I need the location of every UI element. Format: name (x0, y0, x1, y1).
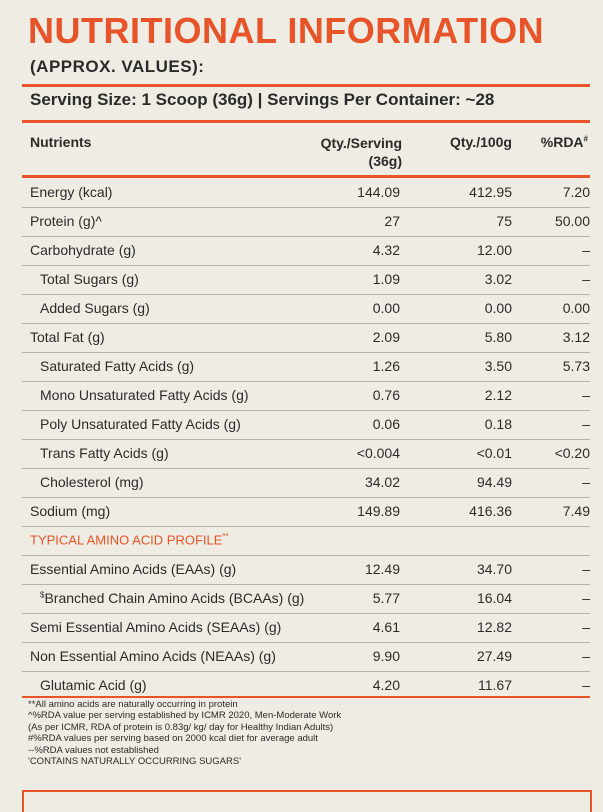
nutrient-name-text: Branched Chain Amino Acids (BCAAs) (g) (44, 590, 305, 606)
header-qty-100g: Qty./100g (450, 134, 512, 150)
qty-serving-cell: 4.61 (372, 619, 400, 635)
header-qty-serving-line1: Qty./Serving (320, 135, 402, 151)
table-row (22, 178, 590, 208)
nutrient-name-text: Mono Unsaturated Fatty Acids (g) (40, 387, 249, 403)
nutrient-name-text: Non Essential Amino Acids (NEAAs) (g) (30, 648, 276, 664)
divider (22, 696, 590, 698)
table-row (22, 323, 590, 353)
qty-serving-cell: 144.09 (357, 184, 400, 200)
qty-100g-cell: 5.80 (484, 329, 512, 345)
nutrient-name-text: Trans Fatty Acids (g) (40, 445, 169, 461)
qty-serving-cell: 1.26 (372, 358, 400, 374)
qty-100g-cell: 11.67 (478, 677, 512, 693)
nutrient-name (30, 242, 136, 258)
rda-cell: – (582, 271, 590, 287)
nutrient-name (30, 213, 102, 229)
nutrient-name-text: Cholesterol (mg) (40, 474, 144, 490)
rda-cell: 3.12 (562, 329, 590, 345)
nutrient-name (40, 416, 241, 432)
bottom-panel (22, 790, 592, 812)
qty-100g-cell: 12.00 (476, 242, 512, 258)
rda-cell: – (582, 387, 590, 403)
footnote: (As per ICMR, RDA of protein is 0.83g/ kg/ day for Healthy Indian Adults) (28, 721, 334, 733)
qty-100g-cell: 3.50 (484, 358, 512, 374)
nutrient-name-prefix: $ (40, 590, 45, 600)
rda-cell: 7.49 (562, 503, 590, 519)
nutrient-name (30, 329, 105, 345)
nutrient-name (40, 677, 147, 693)
qty-serving-cell: <0.004 (356, 445, 400, 461)
qty-100g-cell: 12.82 (476, 619, 512, 635)
footnotes (28, 699, 588, 767)
rda-cell: – (582, 590, 590, 606)
qty-serving-cell: 149.89 (357, 503, 400, 519)
qty-serving-cell: 9.90 (372, 648, 400, 664)
nutrient-name (30, 619, 281, 635)
qty-100g-cell: 0.18 (484, 416, 512, 432)
divider (22, 120, 590, 123)
rda-cell: – (582, 416, 590, 432)
footnote: **All amino acids are naturally occurring in protein (28, 699, 238, 710)
footnote: #%RDA values per serving based on 2000 kcal diet for average adult (28, 733, 318, 745)
nutrient-name-text: Saturated Fatty Acids (g) (40, 358, 195, 374)
qty-serving-cell: 34.02 (364, 474, 400, 490)
table-row (22, 410, 590, 440)
nutrient-name-text: Sodium (mg) (30, 503, 111, 519)
header-qty-serving (300, 134, 402, 170)
footnote: --%RDA values not established (28, 744, 159, 756)
qty-100g-cell: 75 (496, 213, 512, 229)
nutrient-name-text: Essential Amino Acids (EAAs) (g) (30, 561, 237, 577)
table-row (22, 613, 590, 643)
header-nutrients: Nutrients (30, 134, 92, 150)
nutrient-name-text: Total Fat (g) (30, 329, 105, 345)
footnote: 'CONTAINS NATURALLY OCCURRING SUGARS' (28, 756, 242, 768)
nutrient-name-text: Total Sugars (g) (40, 271, 139, 287)
header-rda-label: %RDA (540, 134, 584, 150)
table-row (22, 294, 590, 324)
qty-100g-cell: 16.04 (476, 590, 512, 606)
divider (22, 84, 590, 87)
qty-100g-cell: 0.00 (484, 300, 512, 316)
header-rda (520, 134, 588, 150)
qty-100g-cell: 412.95 (469, 184, 512, 200)
nutrient-name (30, 561, 236, 577)
qty-100g-cell: 2.12 (484, 387, 512, 403)
table-row (22, 468, 590, 498)
rda-cell: – (582, 561, 590, 577)
nutrient-name-text: Energy (kcal) (30, 184, 113, 200)
qty-serving-cell: 2.09 (372, 329, 400, 345)
serving-info: Serving Size: 1 Scoop (36g) | Servings Per Container: ~28 (30, 90, 495, 109)
rda-cell: – (582, 474, 590, 490)
qty-100g-cell: 94.49 (476, 474, 512, 490)
rda-cell: 50.00 (554, 213, 590, 229)
table-row (22, 555, 590, 585)
qty-100g-cell: 27.49 (476, 648, 512, 664)
header-qty-serving-line2: (36g) (368, 153, 402, 169)
rda-cell: 5.73 (562, 358, 590, 374)
qty-100g-cell: 34.70 (476, 561, 512, 577)
nutrient-name-text: TYPICAL AMINO ACID PROFILE (30, 532, 223, 548)
nutrient-name (40, 445, 169, 461)
page-title: NUTRITIONAL INFORMATION (28, 10, 545, 51)
nutrient-name (40, 590, 304, 606)
header-rda-sup: # (583, 134, 588, 144)
rda-cell: 0.00 (562, 300, 590, 316)
nutrient-name (30, 648, 276, 664)
table-row (22, 439, 590, 469)
nutrient-name-text: Poly Unsaturated Fatty Acids (g) (40, 416, 241, 432)
qty-serving-cell: 0.00 (372, 300, 400, 316)
rda-cell: <0.20 (554, 445, 590, 461)
table-row (22, 352, 590, 382)
nutrient-name (40, 474, 143, 490)
qty-100g-cell: <0.01 (476, 445, 512, 461)
nutrient-name (40, 300, 150, 316)
table-row (22, 207, 590, 237)
nutrient-name (40, 271, 139, 287)
nutrient-name (30, 503, 110, 519)
nutrient-name-text: Carbohydrate (g) (30, 242, 136, 258)
nutrient-name-text: Glutamic Acid (g) (40, 677, 147, 693)
qty-serving-cell: 1.09 (372, 271, 400, 287)
table-row (22, 381, 590, 411)
rda-cell: 7.20 (562, 184, 590, 200)
qty-serving-cell: 12.49 (364, 561, 400, 577)
nutrient-name-text: Protein (g)^ (30, 213, 102, 229)
qty-serving-cell: 0.76 (372, 387, 400, 403)
table-row (22, 584, 590, 614)
qty-serving-cell: 4.32 (372, 242, 400, 258)
nutrient-name (40, 358, 194, 374)
table-row (22, 497, 590, 527)
rda-cell: – (582, 242, 590, 258)
nutrient-name-text: Semi Essential Amino Acids (SEAAs) (g) (30, 619, 282, 635)
subtitle: (APPROX. VALUES): (30, 57, 205, 76)
rda-cell: – (582, 648, 590, 664)
nutrient-name (30, 184, 112, 200)
nutrient-name (30, 532, 229, 547)
table-row (22, 642, 590, 672)
rda-cell: – (582, 677, 590, 693)
qty-serving-cell: 27 (384, 213, 400, 229)
qty-serving-cell: 0.06 (372, 416, 400, 432)
qty-100g-cell: 416.36 (469, 503, 512, 519)
nutrient-name-text: Added Sugars (g) (40, 300, 150, 316)
qty-serving-cell: 5.77 (372, 590, 400, 606)
nutrient-name (40, 387, 249, 403)
table-row (22, 236, 590, 266)
nutrient-name-suffix: ** (222, 532, 229, 541)
section-header-row (22, 526, 590, 556)
qty-serving-cell: 4.20 (372, 677, 400, 693)
rda-cell: – (582, 619, 590, 635)
table-row (22, 265, 590, 295)
footnote: ^%RDA value per serving established by ICMR 2020, Men-Moderate Work (28, 710, 342, 722)
qty-100g-cell: 3.02 (484, 271, 512, 287)
